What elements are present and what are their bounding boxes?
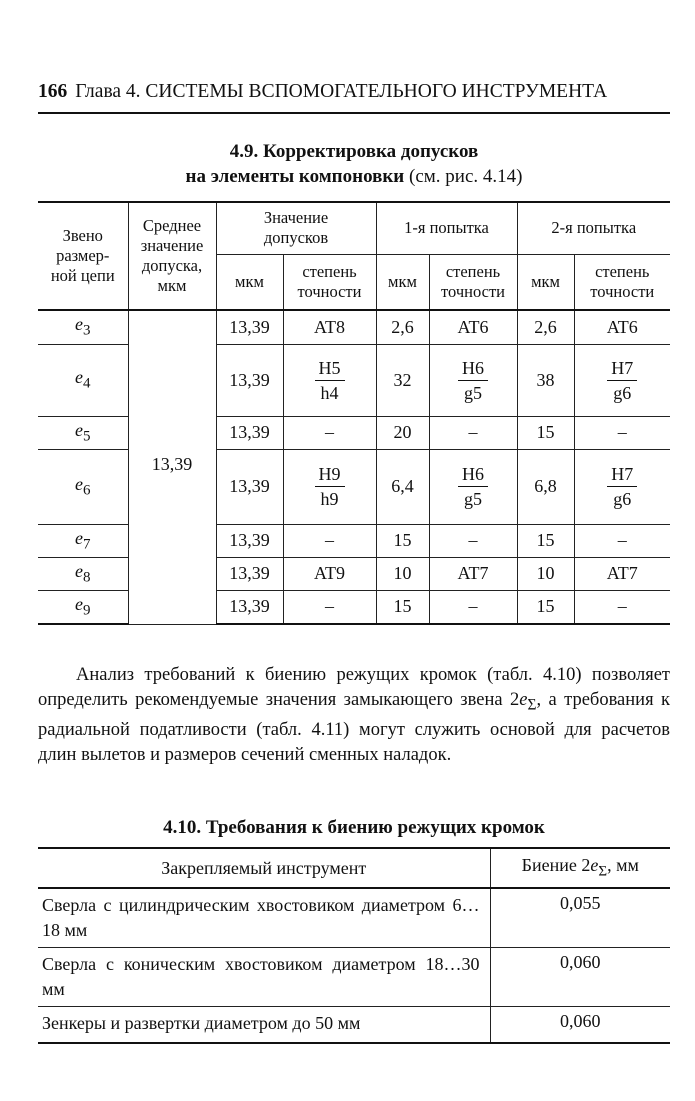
table-row: $e_7$ 13,39 – 15 – 15 – bbox=[38, 524, 670, 557]
header-rule bbox=[38, 112, 670, 114]
header-mkm: мкм bbox=[216, 254, 283, 310]
link-cell: $e_9$ bbox=[38, 590, 128, 624]
header-avg: Среднее значение допуска, мкм bbox=[128, 202, 216, 310]
table-row: $e_6$ 13,39 $\frac{H9}{h9}$ 6,4 $\frac{H6}{g5}$ 6,8 $\frac{H7}{g6}$ bbox=[38, 449, 670, 524]
table-row: $e_3$ 13,39 13,39 AT8 2,6 AT6 2,6 AT6 bbox=[38, 310, 670, 344]
fit-fraction: $\frac{H5}{h4}$ bbox=[283, 344, 376, 416]
link-cell: $e_3$ bbox=[38, 310, 128, 344]
table-row: $e_5$ 13,39 – 20 – 15 – bbox=[38, 416, 670, 449]
chapter-title: Глава 4. СИСТЕМЫ ВСПОМОГАТЕЛЬНОГО ИНСТРУМЕНТА bbox=[75, 81, 608, 102]
table-row: Зенкеры и развертки диаметром до 50 мм 0,060 bbox=[38, 1007, 670, 1043]
page-number: 166 bbox=[38, 81, 68, 102]
page-header bbox=[38, 81, 670, 103]
header-tolerance: Значение допусков bbox=[216, 202, 376, 254]
link-cell: $e_6$ bbox=[38, 449, 128, 524]
header-mkm: мкм bbox=[376, 254, 429, 310]
fit-fraction: $\frac{H7}{g6}$ bbox=[574, 449, 670, 524]
link-cell: $e_5$ bbox=[38, 416, 128, 449]
table-row: Сверла с цилиндрическим хвостовиком диаметром 6…18 мм 0,055 bbox=[38, 888, 670, 948]
table-row: $e_9$ 13,39 – 15 – 15 – bbox=[38, 590, 670, 624]
fit-fraction: $\frac{H7}{g6}$ bbox=[574, 344, 670, 416]
header-runout: Биение $2e_\Sigma$, мм bbox=[490, 848, 670, 888]
table-row: $e_8$ 13,39 AT9 10 AT7 10 AT7 bbox=[38, 557, 670, 590]
header-tool: Закрепляемый инструмент bbox=[38, 848, 490, 888]
table-row: $e_4$ 13,39 $\frac{H5}{h4}$ 32 $\frac{H6}{g5}$ 38 $\frac{H7}{g6}$ bbox=[38, 344, 670, 416]
table1-caption bbox=[38, 139, 670, 189]
tolerance-table bbox=[38, 201, 670, 625]
header-try1: 1-я попытка bbox=[376, 202, 517, 254]
header-link: Звено размер- ной цепи bbox=[38, 202, 128, 310]
link-cell: $e_4$ bbox=[38, 344, 128, 416]
runout-table bbox=[38, 847, 670, 1044]
fit-fraction: $\frac{H9}{h9}$ bbox=[283, 449, 376, 524]
link-cell: $e_8$ bbox=[38, 557, 128, 590]
table2-caption: 4.10. Требования к биению режущих кромок bbox=[163, 817, 545, 838]
header-try2: 2-я попытка bbox=[517, 202, 670, 254]
header-degree: степень точности bbox=[429, 254, 517, 310]
table1-caption-line1: 4.9. Корректировка допусков bbox=[229, 141, 479, 162]
fit-fraction: $\frac{H6}{g5}$ bbox=[429, 344, 517, 416]
avg-value-cell: 13,39 bbox=[128, 310, 216, 624]
header-mkm: мкм bbox=[517, 254, 574, 310]
table-row: Сверла с коническим хвостовиком диаметром 18…30 мм 0,060 bbox=[38, 948, 670, 1007]
body-paragraph: Анализ требований к биению режущих кромок (табл. 4.10) позволяет определить рекомендуемые значения замыкающего звена $2e_\Sigma$, а требования к радиальной податливости (табл. 4.11) могут служить основой для расчетов длин вылетов и размеров сечений сменных наладок. bbox=[38, 665, 670, 765]
fit-fraction: $\frac{H6}{g5}$ bbox=[429, 449, 517, 524]
link-cell: $e_7$ bbox=[38, 524, 128, 557]
table1-caption-line2: на элементы компоновки (см. рис. 4.14) bbox=[185, 166, 523, 187]
header-degree: степень точности bbox=[283, 254, 376, 310]
header-degree: степень точности bbox=[574, 254, 670, 310]
